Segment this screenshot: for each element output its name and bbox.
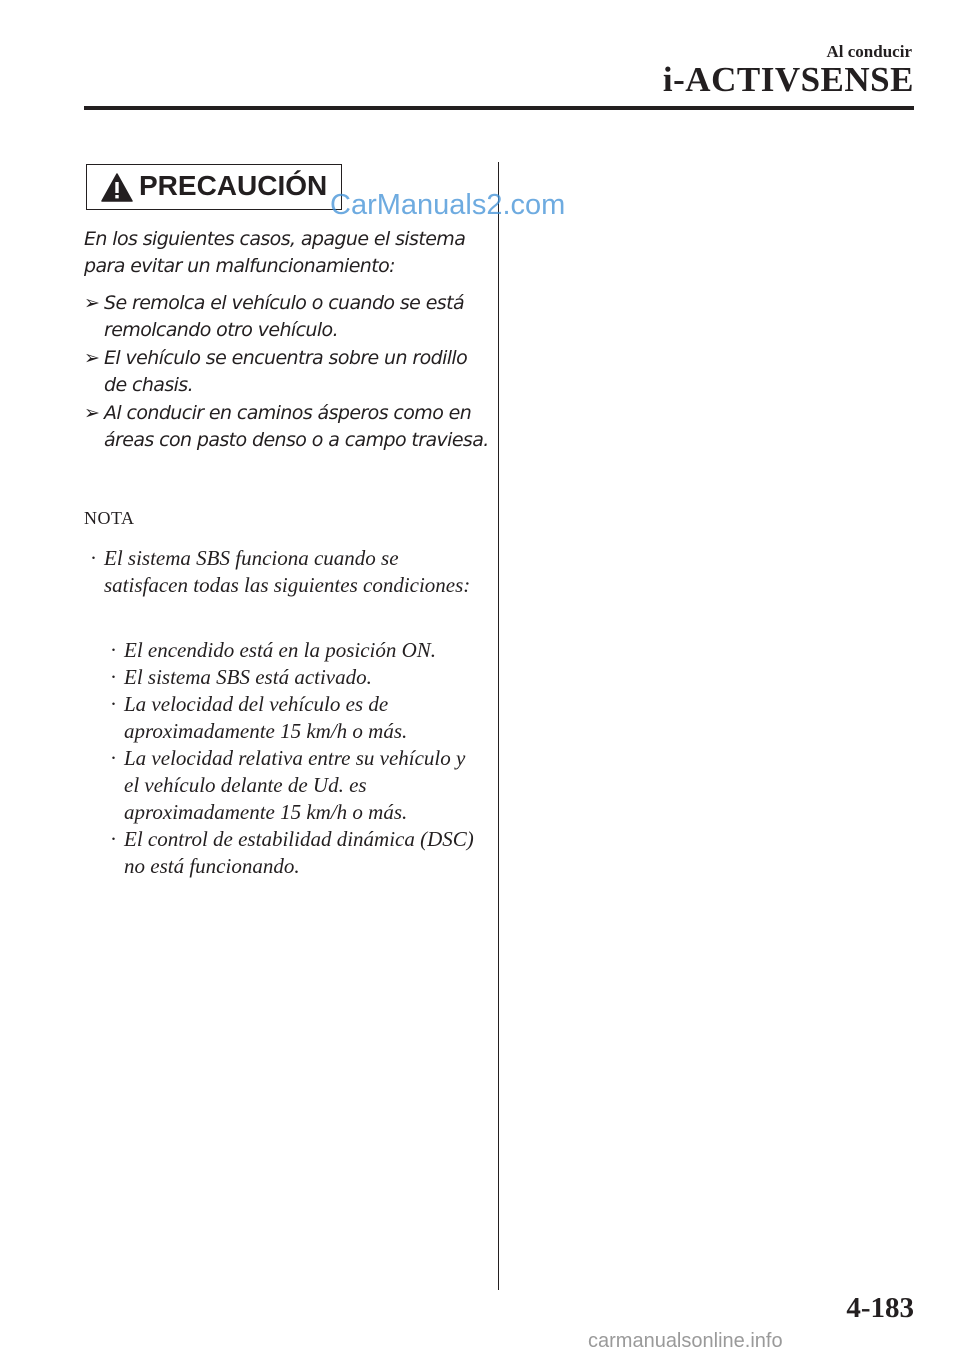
condition-text: La velocidad del vehículo es de aproximadamente 15 km/h o más. <box>124 692 408 743</box>
caution-box <box>86 164 342 210</box>
header-section: Al conducir <box>826 42 912 61</box>
list-item <box>84 400 494 454</box>
dot-bullet-icon: · <box>110 692 117 716</box>
nota-label: NOTA <box>84 508 135 528</box>
nota-main <box>84 545 484 599</box>
caution-title: PRECAUCIÓN <box>139 170 328 201</box>
dot-bullet-icon: · <box>110 638 117 662</box>
footer-watermark: carmanualsonline.info <box>588 1330 783 1352</box>
caution-intro: En los siguientes casos, apague el sistema para evitar un malfuncionamiento: <box>84 228 466 277</box>
column-divider <box>498 162 499 1290</box>
list-item <box>84 545 484 599</box>
caution-list <box>84 290 494 455</box>
header-title: i-ACTIVSENSE <box>662 60 914 99</box>
list-item <box>104 826 484 880</box>
nota-main-text: El sistema SBS funciona cuando se satisfacen todas las siguientes condiciones: <box>104 546 471 597</box>
list-item <box>84 345 494 399</box>
list-item <box>104 664 484 691</box>
dot-bullet-icon: · <box>110 746 117 770</box>
condition-text: El encendido está en la posición ON. <box>124 638 437 662</box>
nota-conditions <box>104 637 484 880</box>
arrow-bullet-icon: ➢ <box>84 402 100 424</box>
caution-item-text: Se remolca el vehículo o cuando se está remolcando otro vehículo. <box>104 292 464 341</box>
dot-bullet-icon: · <box>90 546 97 570</box>
arrow-bullet-icon: ➢ <box>84 347 100 369</box>
warning-triangle-icon <box>101 173 133 202</box>
condition-text: El sistema SBS está activado. <box>124 665 372 689</box>
condition-text: El control de estabilidad dinámica (DSC) no está funcionando. <box>124 827 474 878</box>
list-item <box>104 691 484 745</box>
watermark: CarManuals2.com <box>330 189 566 221</box>
caution-item-text: El vehículo se encuentra sobre un rodillo de chasis. <box>104 347 468 396</box>
dot-bullet-icon: · <box>110 827 117 851</box>
page-number: 4-183 <box>846 1292 914 1324</box>
list-item <box>84 290 494 344</box>
dot-bullet-icon: · <box>110 665 117 689</box>
caution-item-text: Al conducir en caminos ásperos como en áreas con pasto denso o a campo traviesa. <box>104 402 489 451</box>
list-item <box>104 745 484 826</box>
list-item <box>104 637 484 664</box>
header-rule <box>84 106 914 110</box>
condition-text: La velocidad relativa entre su vehículo y el vehículo delante de Ud. es aproximadamente 15 km/h o más. <box>124 746 466 824</box>
arrow-bullet-icon: ➢ <box>84 292 100 314</box>
